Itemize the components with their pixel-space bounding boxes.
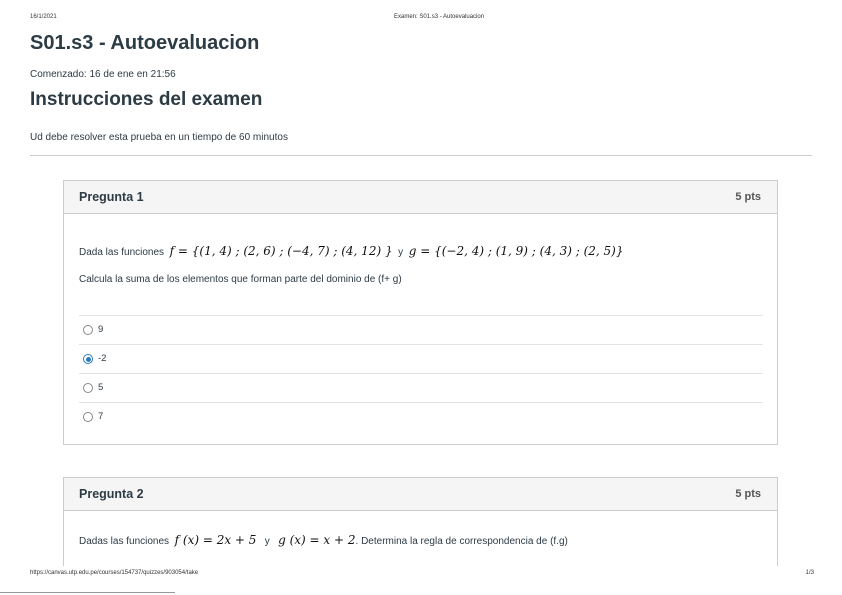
answer-label: 5 xyxy=(98,382,104,393)
question-prompt: Calcula la suma de los elementos que forman parte del dominio de (f+ g) xyxy=(79,274,402,285)
answer-option[interactable] xyxy=(79,344,763,373)
divider xyxy=(30,155,812,156)
answer-label: 7 xyxy=(98,411,104,422)
started-timestamp: Comenzado: 16 de ene en 21:56 xyxy=(30,69,176,80)
question-text xyxy=(79,533,568,547)
answer-label: 9 xyxy=(98,324,104,335)
connector-text: y xyxy=(264,536,270,547)
question-2 xyxy=(63,477,778,578)
question-text-prefix: Dada las funciones xyxy=(79,247,165,258)
question-name: Pregunta 1 xyxy=(79,190,144,204)
question-name: Pregunta 2 xyxy=(79,487,144,501)
question-text-prefix: Dadas las funciones xyxy=(79,536,170,547)
connector-text: y xyxy=(398,247,404,258)
function-f-definition: f (x) = 2x + 5 xyxy=(174,533,257,547)
function-g-definition: g = {(−2, 4) ; (1, 9) ; (4, 3) ; (2, 5)} xyxy=(408,244,624,258)
question-text xyxy=(79,244,623,258)
radio-button[interactable] xyxy=(83,325,93,335)
print-date: 16/1/2021 xyxy=(30,14,57,20)
question-header xyxy=(64,181,777,214)
question-points: 5 pts xyxy=(735,488,761,500)
divider xyxy=(0,592,175,593)
answer-list xyxy=(79,315,763,431)
question-text-suffix: . Determina la regla de correspondencia de (f.g) xyxy=(355,536,568,547)
print-page-title: Examen: S01.s3 - Autoevaluacion xyxy=(394,14,485,20)
answer-option[interactable] xyxy=(79,373,763,402)
print-page-number: 1/3 xyxy=(805,570,814,576)
radio-button-selected[interactable] xyxy=(83,354,93,364)
instructions-heading: Instrucciones del examen xyxy=(30,89,263,110)
radio-button[interactable] xyxy=(83,412,93,422)
function-g-definition: g (x) = x + 2 xyxy=(278,533,356,547)
radio-button[interactable] xyxy=(83,383,93,393)
answer-option[interactable] xyxy=(79,402,763,431)
instructions-text: Ud debe resolver esta prueba en un tiempo de 60 minutos xyxy=(30,132,288,143)
answer-label: -2 xyxy=(98,353,107,364)
print-footer-url: https://canvas.utp.edu.pe/courses/154737/quizzes/903054/take xyxy=(30,570,199,576)
question-points: 5 pts xyxy=(735,191,761,203)
question-header xyxy=(64,478,777,511)
answer-option[interactable] xyxy=(79,315,763,344)
quiz-title: S01.s3 - Autoevaluacion xyxy=(30,32,260,54)
question-1 xyxy=(63,180,778,445)
function-f-definition: f = {(1, 4) ; (2, 6) ; (−4, 7) ; (4, 12) } xyxy=(169,244,393,258)
